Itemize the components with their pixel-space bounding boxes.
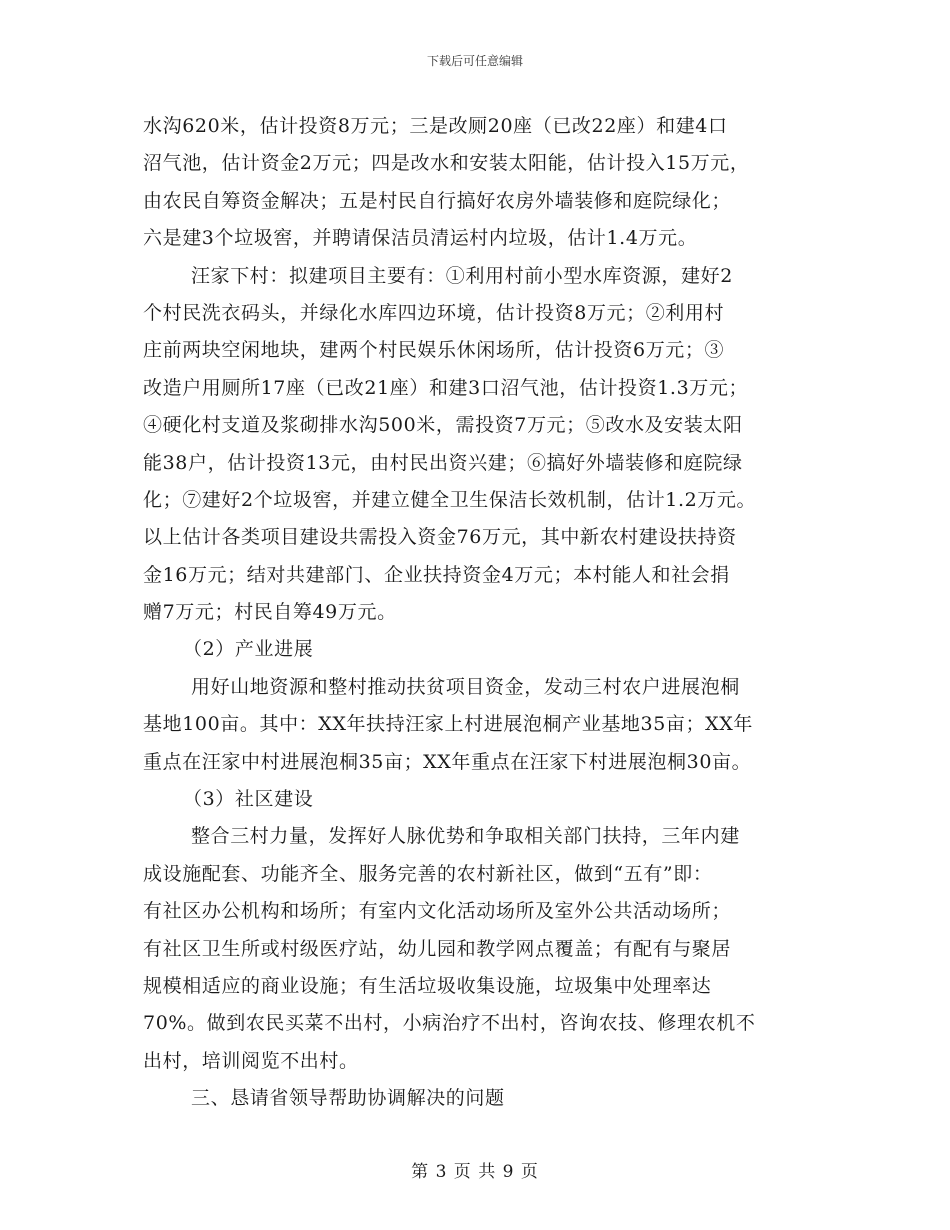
text-line: 规模相适应的商业设施；有生活垃圾收集设施，垃圾集中处理率达 [143, 974, 712, 997]
text-line: 改造户用厕所17座（已改21座）和建3口沼气池，估计投资1.3万元； [143, 376, 749, 399]
text-line: 由农民自筹资金解决；五是村民自行搞好农房外墙装修和庭院绿化； [143, 189, 732, 212]
page-number: 第 3 页 共 9 页 [411, 1162, 539, 1182]
text-line: 水沟620米，估计投资8万元；三是改厕20座（已改22座）和建4口 [143, 115, 728, 137]
text-line: 个村民洗衣码头，并绿化水库四边环境，估计投资8万元；②利用村 [143, 301, 725, 324]
text-line: 六是建3个垃圾窖，并聘请保洁员清运村内垃圾，估计1.4万元。 [143, 227, 698, 250]
text-line: 化；⑦建好2个垃圾窖，并建立健全卫生保洁长效机制，估计1.2万元。 [143, 488, 757, 511]
text-line: 有社区卫生所或村级医疗站，幼儿园和教学网点覆盖；有配有与聚居 [143, 937, 732, 960]
text-line: 重点在汪家中村进展泡桐35亩；XX年重点在汪家下村进展泡桐30亩。 [143, 750, 752, 773]
text-line: 成设施配套、功能齐全、服务完善的农村新社区，做到“五有”即： [143, 862, 713, 885]
page-header-note: 下载后可任意编辑 [426, 54, 523, 68]
text-line: 沼气池，估计资金2万元；四是改水和安装太阳能，估计投入15万元， [143, 152, 750, 175]
text-line: 庄前两块空闲地块，建两个村民娱乐休闲场所，估计投资6万元；③ [143, 339, 725, 362]
text-line: 有社区办公机构和场所；有室内文化活动场所及室外公共活动场所； [143, 900, 732, 923]
text-line: 能38户，估计投资13元，由村民出资兴建；⑥搞好外墙装修和庭院绿 [143, 451, 743, 474]
text-line: ④硬化村支道及浆砌排水沟500米，需投资7万元；⑤改水及安装太阳 [143, 414, 743, 437]
text-line: 以上估计各类项目建设共需投入资金76万元，其中新农村建设扶持资 [143, 526, 737, 549]
text-line: 赠7万元；村民自筹49万元。 [143, 601, 397, 624]
text-line: 基地100亩。其中：XX年扶持汪家上村进展泡桐产业基地35亩；XX年 [143, 713, 753, 736]
text-line: 用好山地资源和整村推动扶贫项目资金，发动三村农户进展泡桐 [191, 675, 740, 698]
text-line: 70%。做到农民买菜不出村，小病治疗不出村，咨询农技、修理农机不 [143, 1012, 756, 1035]
document-body [143, 108, 815, 1118]
text-line: 出村，培训阅览不出村。 [143, 1049, 359, 1072]
text-line: 金16万元；结对共建部门、企业扶持资金4万元；本村能人和社会捐 [143, 563, 730, 586]
text-line: 汪家下村：拟建项目主要有：①利用村前小型水库资源，建好2 [191, 264, 733, 287]
text-line: 整合三村力量，发挥好人脉优势和争取相关部门扶持，三年内建 [191, 825, 740, 848]
section-heading: （2）产业进展 [183, 638, 314, 661]
section-heading: 三、恳请省领导帮助协调解决的问题 [191, 1087, 505, 1110]
section-heading: （3）社区建设 [183, 788, 314, 811]
